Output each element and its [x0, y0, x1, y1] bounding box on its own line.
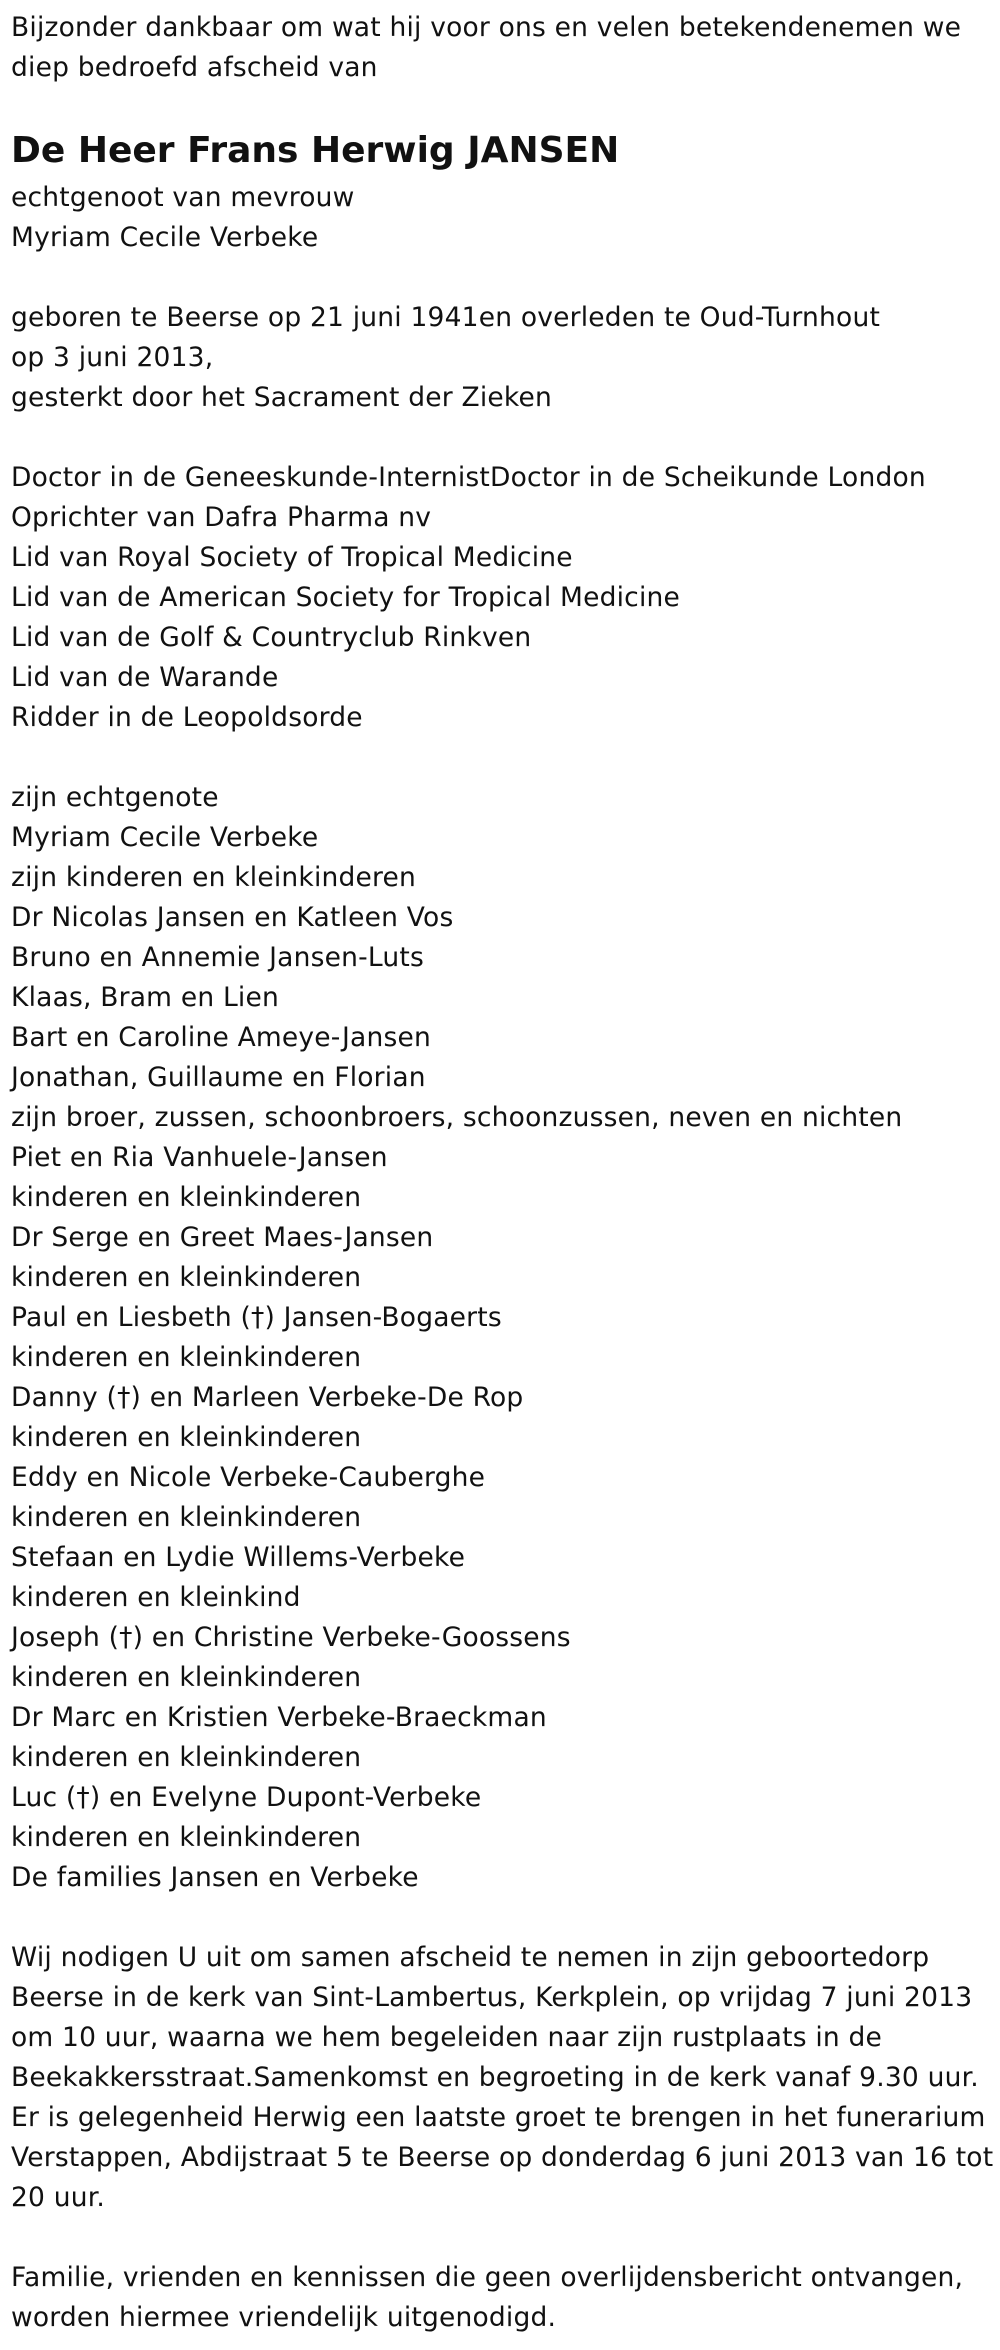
family-line: Joseph (†) en Christine Verbeke-Goossens: [11, 1622, 571, 1653]
closing-paragraph: [11, 2258, 991, 2338]
family-line: kinderen en kleinkind: [11, 1582, 301, 1613]
family-line: kinderen en kleinkinderen: [11, 1502, 362, 1533]
intro-line: diep bedroefd afscheid van: [11, 52, 378, 83]
birth-death-line: op 3 juni 2013,: [11, 342, 214, 373]
section-spacer: [11, 2218, 991, 2258]
family-line: Bart en Caroline Ameye-Jansen: [11, 1022, 431, 1053]
family-line: kinderen en kleinkinderen: [11, 1182, 362, 1213]
ceremony-line: 20 uur.: [11, 2182, 106, 2213]
spouse-name: Myriam Cecile Verbeke: [11, 222, 319, 253]
section-spacer: [11, 418, 991, 458]
family-line: zijn kinderen en kleinkinderen: [11, 862, 417, 893]
birth-death-section: [11, 298, 991, 418]
ceremony-paragraph: [11, 1938, 994, 2218]
title-item: Ridder in de Leopoldsorde: [11, 702, 363, 733]
family-line: kinderen en kleinkinderen: [11, 1262, 362, 1293]
family-line: Stefaan en Lydie Willems-Verbeke: [11, 1542, 466, 1573]
ceremony-line: Er is gelegenheid Herwig een laatste groet te brengen in het funerarium: [11, 2102, 986, 2133]
family-line: Dr Nicolas Jansen en Katleen Vos: [11, 902, 454, 933]
family-line: kinderen en kleinkinderen: [11, 1662, 362, 1693]
intro-line: Bijzonder dankbaar om wat hij voor ons en velen betekendenemen we: [11, 12, 962, 43]
titles-list: [11, 458, 991, 738]
ceremony-line: Beekakkersstraat.Samenkomst en begroeting in de kerk vanaf 9.30 uur.: [11, 2062, 979, 2093]
title-item: Lid van de Golf & Countryclub Rinkven: [11, 622, 532, 653]
family-line: Bruno en Annemie Jansen-Luts: [11, 942, 424, 973]
family-line: Danny (†) en Marleen Verbeke-De Rop: [11, 1382, 524, 1413]
deceased-name: De Heer Frans Herwig JANSEN: [11, 130, 620, 171]
closing-line: Familie, vrienden en kennissen die geen overlijdensbericht ontvangen,: [11, 2262, 964, 2293]
family-line: Piet en Ria Vanhuele-Jansen: [11, 1142, 388, 1173]
spouse-section: [11, 178, 991, 258]
family-line: kinderen en kleinkinderen: [11, 1822, 362, 1853]
family-line: zijn echtgenote: [11, 782, 219, 813]
intro-section: [11, 8, 991, 88]
family-line: Myriam Cecile Verbeke: [11, 822, 319, 853]
family-line: zijn broer, zussen, schoonbroers, schoonzussen, neven en nichten: [11, 1102, 903, 1133]
family-line: kinderen en kleinkinderen: [11, 1342, 362, 1373]
family-line: kinderen en kleinkinderen: [11, 1422, 362, 1453]
section-spacer: [11, 738, 991, 778]
family-line: kinderen en kleinkinderen: [11, 1742, 362, 1773]
section-spacer: [11, 1898, 991, 1938]
title-item: Lid van de Warande: [11, 662, 279, 693]
birth-death-line: geboren te Beerse op 21 juni 1941en overleden te Oud-Turnhout: [11, 302, 881, 333]
family-list: [11, 778, 991, 1898]
title-item: Lid van Royal Society of Tropical Medicine: [11, 542, 573, 573]
family-line: Klaas, Bram en Lien: [11, 982, 279, 1013]
family-line: Dr Marc en Kristien Verbeke-Braeckman: [11, 1702, 547, 1733]
ceremony-line: om 10 uur, waarna we hem begeleiden naar zijn rustplaats in de: [11, 2022, 883, 2053]
family-line: Paul en Liesbeth (†) Jansen-Bogaerts: [11, 1302, 502, 1333]
ceremony-line: Verstappen, Abdijstraat 5 te Beerse op donderdag 6 juni 2013 van 16 tot: [11, 2142, 994, 2173]
title-item: Doctor in de Geneeskunde-InternistDoctor in de Scheikunde London: [11, 462, 926, 493]
ceremony-line: Wij nodigen U uit om samen afscheid te nemen in zijn geboortedorp: [11, 1942, 930, 1973]
family-line: Eddy en Nicole Verbeke-Cauberghe: [11, 1462, 486, 1493]
closing-line: worden hiermee vriendelijk uitgenodigd.: [11, 2302, 557, 2333]
family-line: Jonathan, Guillaume en Florian: [11, 1062, 426, 1093]
family-line: De families Jansen en Verbeke: [11, 1862, 419, 1893]
title-item: Lid van de American Society for Tropical Medicine: [11, 582, 681, 613]
spouse-intro: echtgenoot van mevrouw: [11, 182, 355, 213]
ceremony-line: Beerse in de kerk van Sint-Lambertus, Kerkplein, op vrijdag 7 juni 2013: [11, 1982, 973, 2013]
obituary-notice: [11, 8, 994, 2338]
family-line: Luc (†) en Evelyne Dupont-Verbeke: [11, 1782, 482, 1813]
section-spacer: [11, 258, 991, 298]
birth-death-line: gesterkt door het Sacrament der Zieken: [11, 382, 553, 413]
title-item: Oprichter van Dafra Pharma nv: [11, 502, 432, 533]
family-line: Dr Serge en Greet Maes-Jansen: [11, 1222, 434, 1253]
